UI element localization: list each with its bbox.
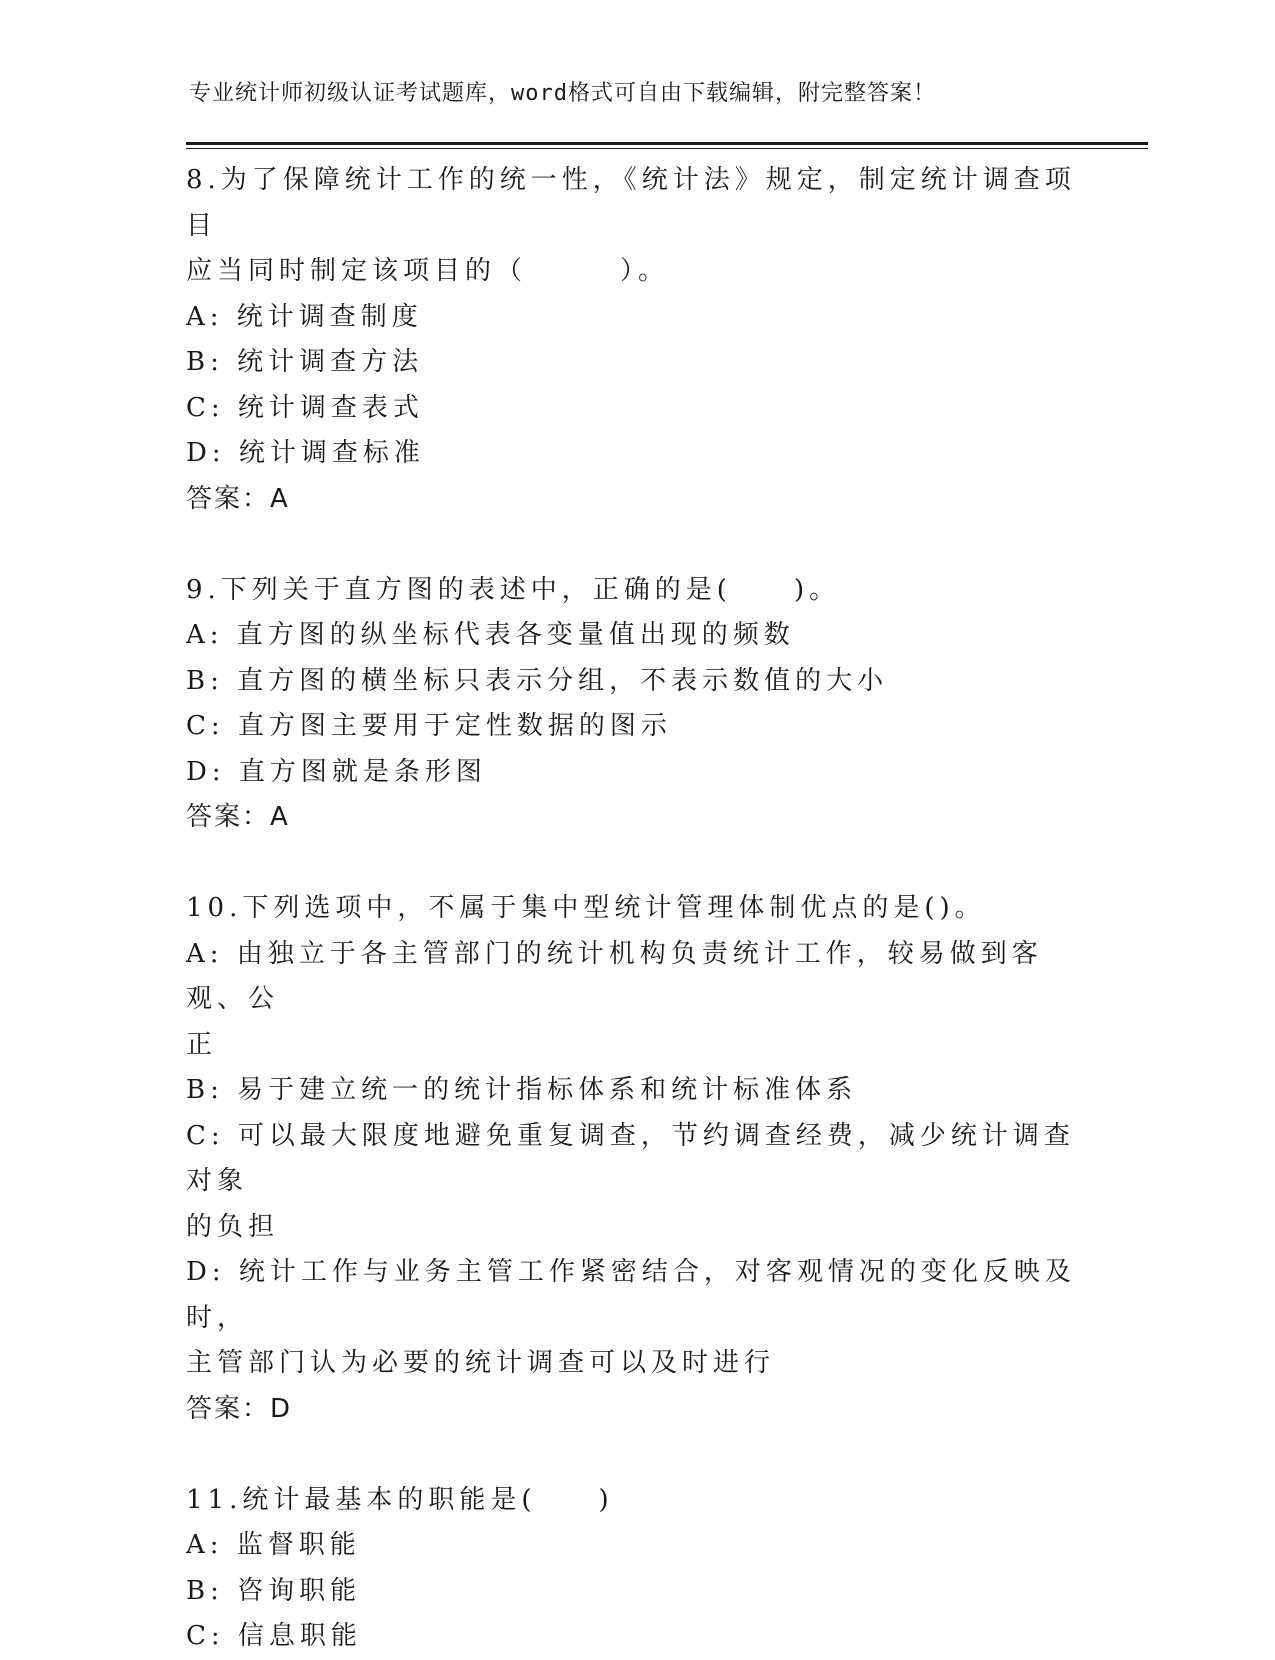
question-stem-line: 9.下列关于直方图的表述中，正确的是( )。 bbox=[186, 574, 841, 605]
option-a: A: 由独立于各主管部门的统计机构负责统计工作，较易做到客观、公 bbox=[186, 938, 1043, 1014]
option-a-continued: 正 bbox=[186, 1029, 218, 1060]
option-c-continued: 的负担 bbox=[186, 1211, 280, 1242]
page-header: 专业统计师初级认证考试题库，word格式可自由下载编辑，附完整答案！ bbox=[189, 81, 936, 106]
header-rule-thick bbox=[186, 142, 1148, 145]
option-a: A: 监督职能 bbox=[186, 1530, 361, 1560]
option-d-continued: 主管部门认为必要的统计调查可以及时进行 bbox=[186, 1348, 776, 1378]
answer-label: 答案：A bbox=[186, 483, 290, 514]
option-c: C: 直方图主要用于定性数据的图示 bbox=[186, 711, 672, 741]
answer-label: 答案：D bbox=[186, 1393, 293, 1424]
option-d: D: 统计工作与业务主管工作紧密结合，对客观情况的变化反映及时， bbox=[186, 1257, 1076, 1333]
question-stem-line: 8.为了保障统计工作的统一性，《统计法》规定，制定统计调查项目 bbox=[186, 165, 1076, 241]
question-11 bbox=[186, 1478, 1086, 1660]
option-a: A: 统计调查制度 bbox=[186, 301, 423, 332]
question-stem-line: 应当同时制定该项目的（ ）。 bbox=[186, 256, 670, 286]
question-list bbox=[186, 158, 1086, 1660]
header-rule-thin bbox=[186, 148, 1148, 149]
option-b: B: 易于建立统一的统计指标体系和统计标准体系 bbox=[186, 1075, 858, 1105]
option-a: A: 直方图的纵坐标代表各变量值出现的频数 bbox=[186, 620, 795, 650]
question-8 bbox=[186, 158, 1086, 522]
option-d: D: 直方图就是条形图 bbox=[186, 756, 487, 787]
option-b: B: 统计调查方法 bbox=[186, 347, 424, 377]
option-c: C: 统计调查表式 bbox=[186, 392, 424, 423]
question-stem-line: 10.下列选项中，不属于集中型统计管理体制优点的是()。 bbox=[186, 893, 986, 923]
question-10 bbox=[186, 886, 1086, 1432]
option-b: B: 直方图的横坐标只表示分组，不表示数值的大小 bbox=[186, 665, 889, 696]
option-c: C: 可以最大限度地避免重复调查，节约调查经费，减少统计调查对象 bbox=[186, 1120, 1075, 1196]
question-9 bbox=[186, 568, 1086, 841]
answer-label: 答案：A bbox=[186, 802, 290, 832]
option-d: D: 统计调查标准 bbox=[186, 438, 425, 468]
option-b: B: 咨询职能 bbox=[186, 1575, 362, 1606]
question-stem-line: 11.统计最基本的职能是( ) bbox=[186, 1484, 614, 1515]
option-c: C: 信息职能 bbox=[186, 1621, 362, 1651]
